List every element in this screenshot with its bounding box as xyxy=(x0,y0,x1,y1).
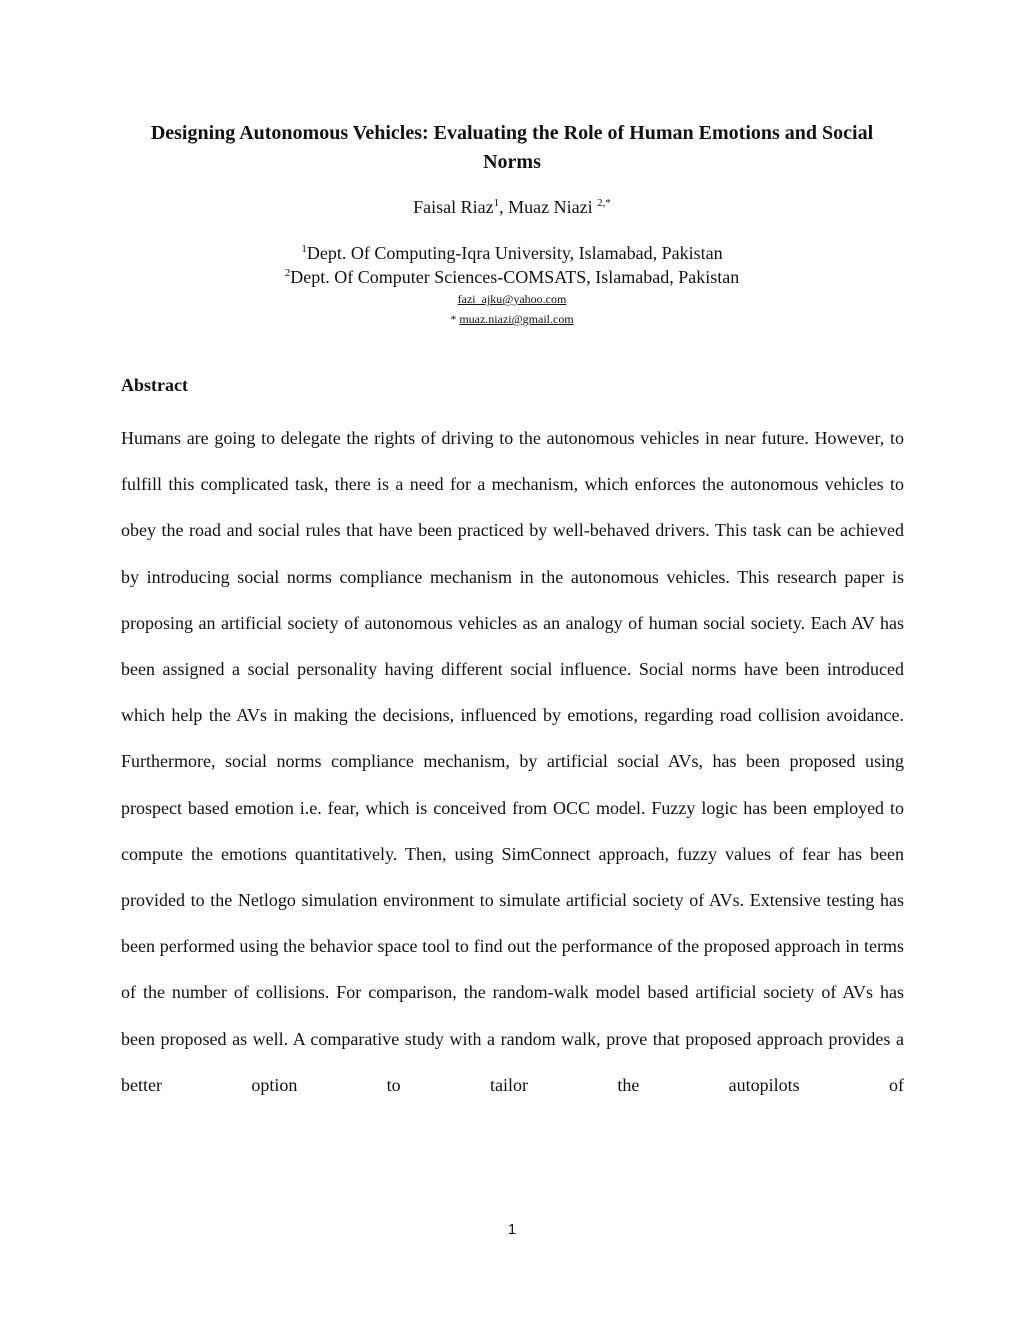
author-superscript: 1 xyxy=(493,197,500,209)
email-line xyxy=(120,289,904,309)
author-name: Faisal Riaz xyxy=(413,197,494,217)
email-link[interactable]: muaz.niazi@gmail.com xyxy=(459,312,574,326)
page-number: 1 xyxy=(507,1221,517,1238)
affiliation-line xyxy=(120,241,904,265)
author-line xyxy=(120,195,904,219)
affiliation-superscript: 1 xyxy=(301,243,307,255)
author-superscript: 2,* xyxy=(597,197,611,209)
email-line xyxy=(120,309,904,329)
affiliation-text: Dept. Of Computing-Iqra University, Islamabad, Pakistan xyxy=(306,243,723,263)
paper-title: Designing Autonomous Vehicles: Evaluating the Role of Human Emotions and Social Norms xyxy=(150,122,874,173)
affiliation-text: Dept. Of Computer Sciences-COMSATS, Islamabad, Pakistan xyxy=(290,267,740,287)
email-link[interactable]: fazi_ajku@yahoo.com xyxy=(457,292,567,306)
affiliation-superscript: 2 xyxy=(284,267,291,279)
abstract-body: Humans are going to delegate the rights of driving to the autonomous vehicles in near future. However, to fulfill this complicated task, there is a need for a mechanism, which enforces the autonomous vehicles to obey the road and social rules that have been practiced by well-behaved drivers. This task can be achieved by introducing social norms compliance mechanism in the autonomous vehicles. This research paper is proposing an artificial society of autonomous vehicles as an analogy of human social society. Each AV has been assigned a social personality having different social influence. Social norms have been introduced which help the AVs in making the decisions, influenced by emotions, regarding road collision avoidance. Furthermore, social norms compliance mechanism, by artificial social AVs, has been proposed using prospect based emotion i.e. fear, which is conceived from OCC model. Fuzzy logic has been employed to compute the emotions quantitatively. Then, using SimConnect approach, fuzzy values of fear has been provided to the Netlogo simulation environment to simulate artificial society of AVs. Extensive testing has been performed using the behavior space tool to find out the performance of the proposed approach in terms of the number of collisions. For comparison, the random-walk model based artificial society of AVs has been proposed as well. A comparative study with a random walk, prove that proposed approach provides a better option to tailor the autopilots of xyxy=(121,428,904,1095)
corresponding-marker: * xyxy=(450,312,457,326)
affiliation-line xyxy=(120,265,904,289)
affiliations xyxy=(120,241,904,329)
author-separator: , xyxy=(499,197,509,217)
author-name: Muaz Niazi xyxy=(508,197,593,217)
abstract-heading: Abstract xyxy=(121,375,188,395)
